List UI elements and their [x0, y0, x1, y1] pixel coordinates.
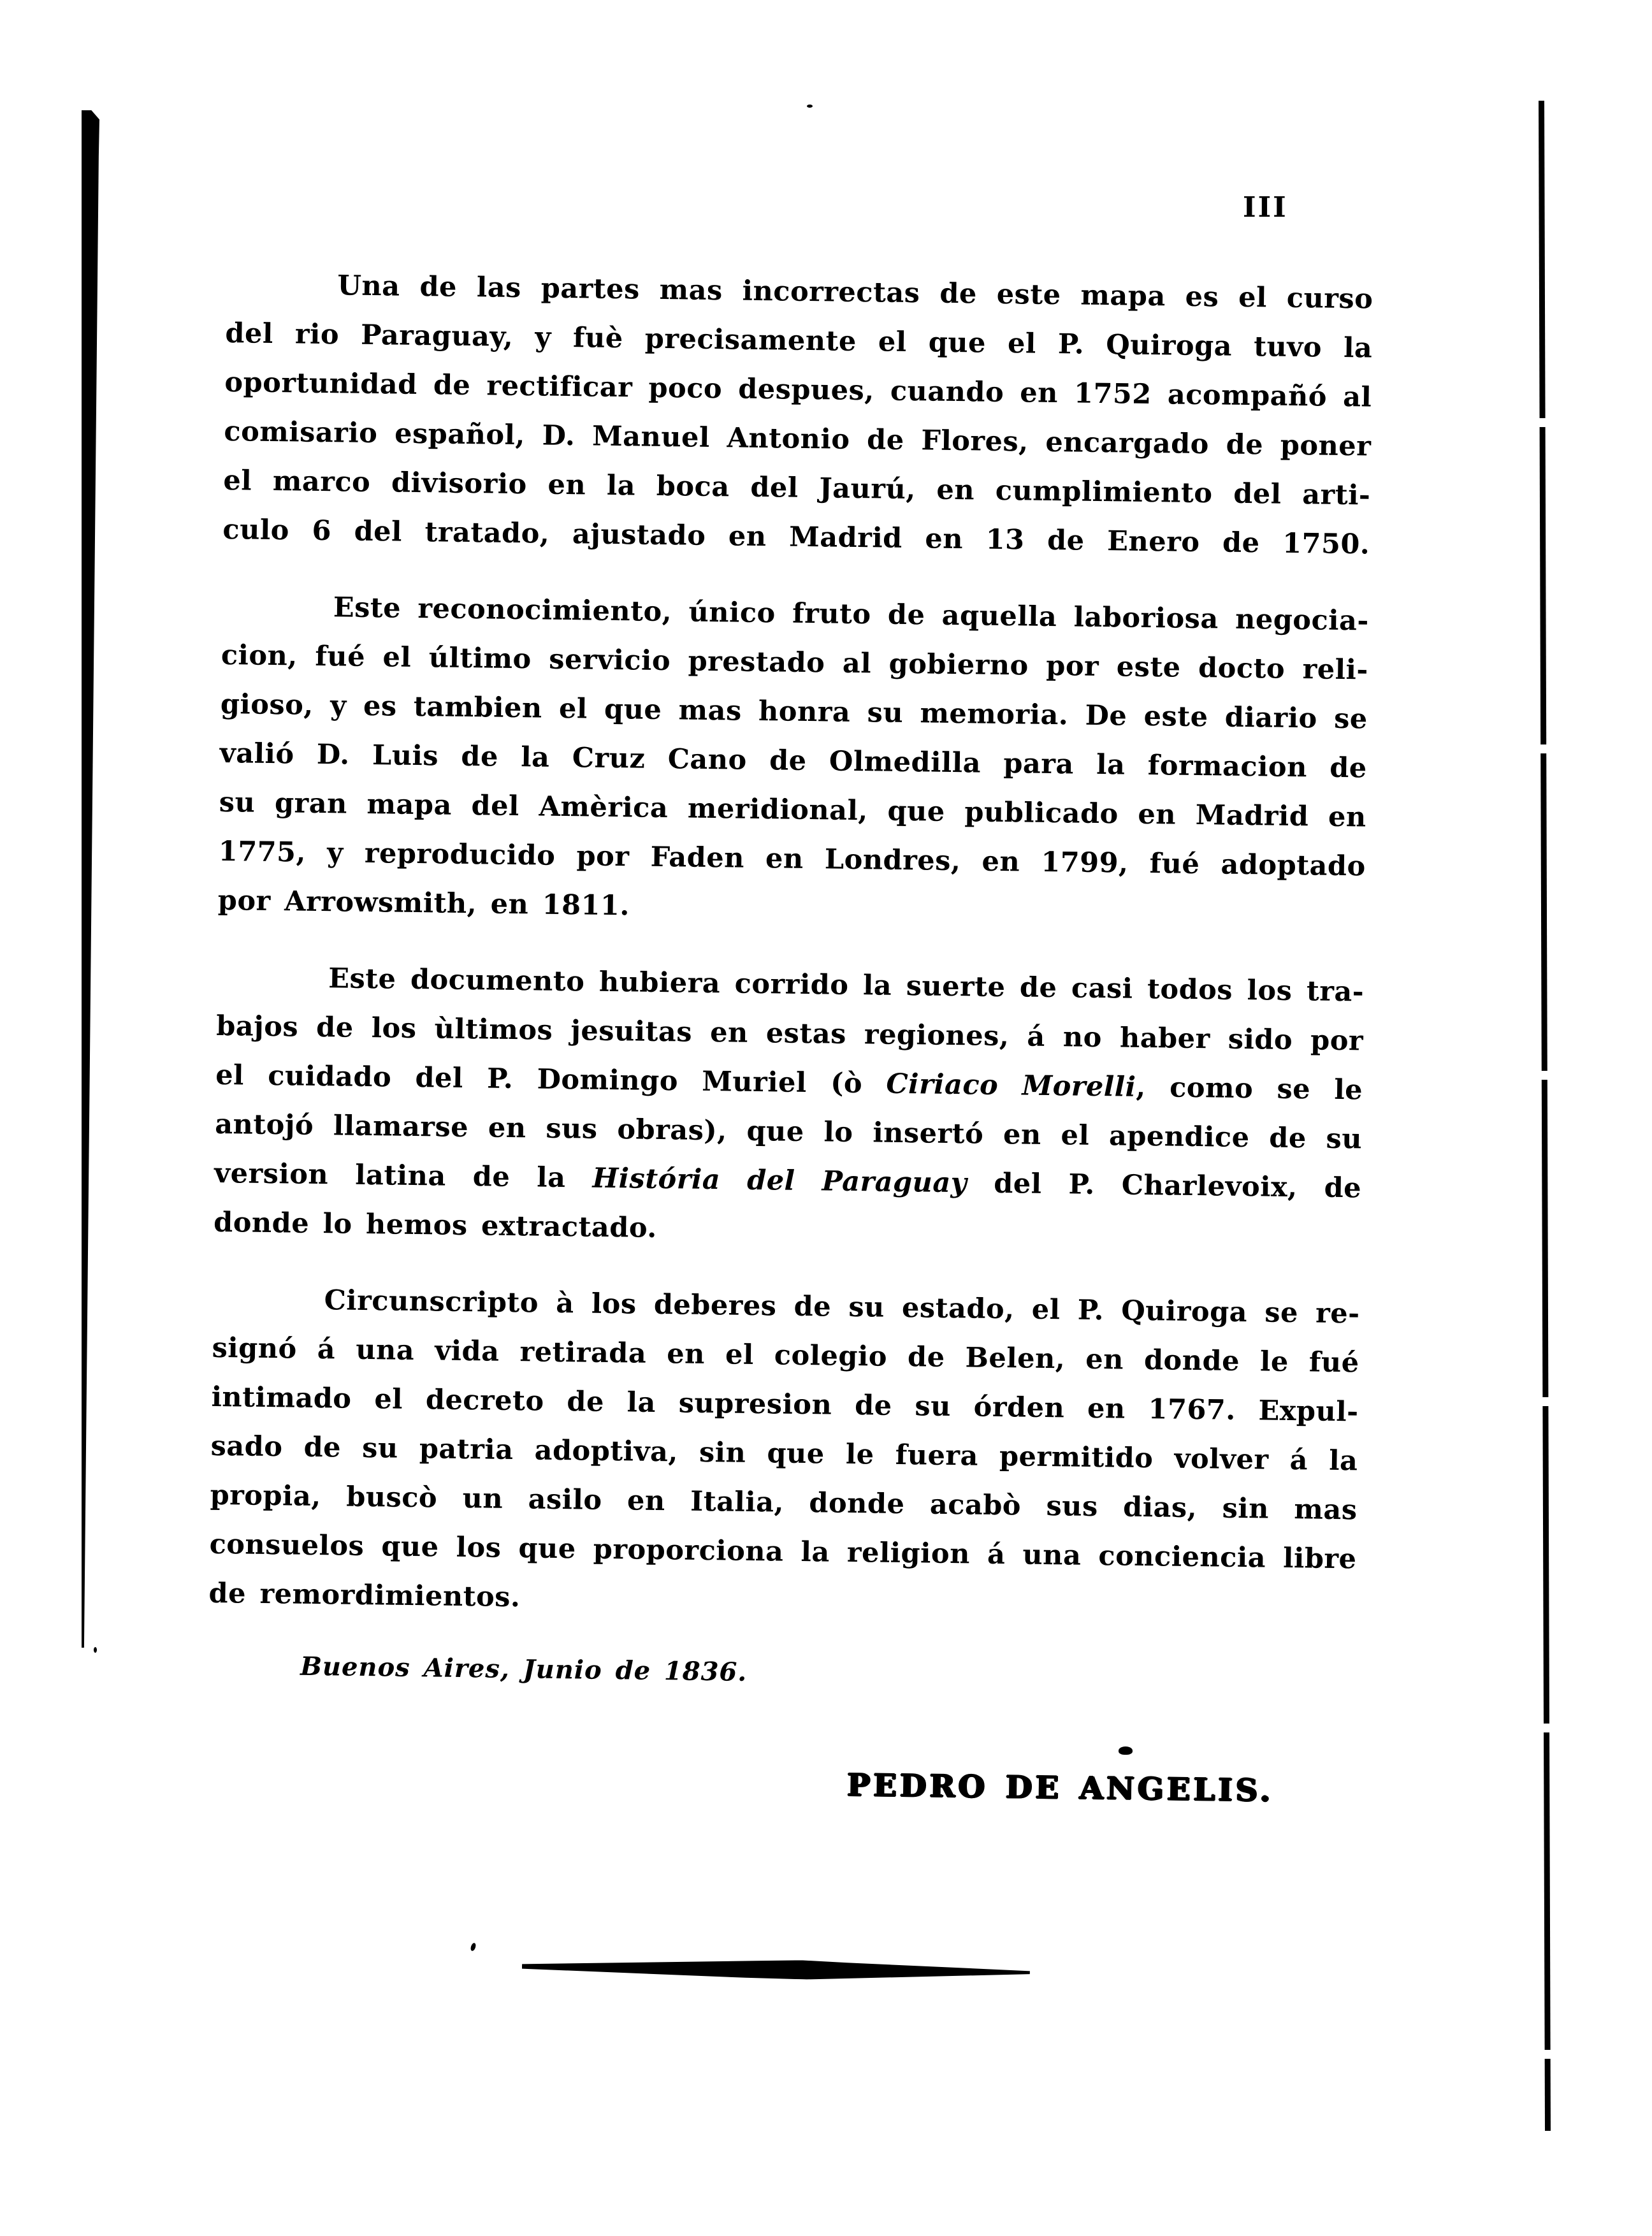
text-line: oportunidad de rectificar poco despues, cuando en 1752 acompañó al: [224, 366, 1372, 414]
text-line: del rio Paraguay, y fuè precisamente el que el P. Quiroga tuvo la: [225, 317, 1373, 365]
text-line: culo 6 del tratado, ajustado en Madrid en 13 de Enero de 1750.: [222, 513, 1370, 561]
text-line: propia, buscò un asilo en Italia, donde acabò sus dias, sin mas: [210, 1479, 1358, 1527]
text-line: gioso, y es tambien el que mas honra su memoria. De este diario se: [220, 688, 1368, 736]
text-line: Una de las partes mas incorrectas de este mapa es el curso: [337, 270, 1373, 316]
text-line: bajos de los ùltimos jesuitas en estas regiones, á no haber sido por: [215, 1010, 1364, 1057]
italic-text: Ciriaco Morelli: [886, 1068, 1136, 1103]
text-line: Este reconocimiento, único fruto de aquella laboriosa negocia-: [333, 592, 1370, 637]
paragraph: [217, 582, 1369, 941]
italic-text: História del Paraguay: [592, 1162, 967, 1200]
text-line: comisario español, D. Manuel Antonio de Flores, encargado de poner: [224, 415, 1372, 463]
text-line: de remordimientos.: [208, 1577, 521, 1614]
text-line: el marco divisorio en la boca del Jaurú, en cumplimiento del arti-: [223, 464, 1371, 512]
footer-swelled-rule: [522, 1957, 1030, 1982]
signature: PEDRO DE ANGELIS.: [846, 1767, 1274, 1809]
text-line: consuelos que los que proporciona la religion á una conciencia libre: [209, 1528, 1357, 1576]
paragraphs-container: [208, 260, 1373, 1633]
text-segment: , como se le: [1136, 1071, 1363, 1107]
text-segment: version latina de la: [214, 1157, 593, 1194]
text-line: Circunscripto à los deberes de su estado, el P. Quiroga se re-: [324, 1284, 1360, 1330]
text-line: sado de su patria adoptiva, sin que le fuera permitido volver á la: [210, 1430, 1358, 1477]
text-line: Este documento hubiera corrido la suerte de casi todos los tra-: [328, 962, 1365, 1008]
text-line: intimado el decreto de la supresion de su órden en 1767. Expul-: [211, 1381, 1359, 1428]
text-line: signó á una vida retirada en el colegio de Belen, en donde le fué: [212, 1332, 1359, 1379]
text-line: su gran mapa del Amèrica meridional, que publicado en Madrid en: [219, 786, 1367, 834]
text-segment: el cuidado del P. Domingo Muriel (ò: [215, 1059, 887, 1100]
paragraph: [214, 953, 1365, 1263]
text-line: antojó llamarse en sus obras), que lo insertó en el apendice de su: [214, 1108, 1363, 1156]
ink-speck: [470, 1942, 477, 1952]
paragraph: [208, 1275, 1360, 1634]
text-line: valió D. Luis de la Cruz Cano de Olmedilla para la formacion de: [219, 737, 1368, 785]
dateline: Buenos Aires, Junio de 1836.: [300, 1651, 748, 1687]
text-line: donde lo hemos extractado.: [213, 1206, 658, 1244]
text-line: 1775, y reproducido por Faden en Londres, en 1799, fué adoptado: [218, 835, 1366, 883]
ink-speck: [94, 1647, 97, 1653]
page-number: III: [1243, 191, 1288, 224]
paragraph: [222, 260, 1373, 570]
scan-gutter-bar: [82, 110, 99, 1648]
text-line: por Arrowsmith, en 1811.: [217, 884, 630, 922]
scan-edge-line: [1539, 101, 1551, 2131]
ink-speck: [807, 105, 813, 108]
body-text: [207, 260, 1373, 1808]
text-segment: del P. Charlevoix, de: [966, 1167, 1362, 1205]
text-line: cion, fué el último servicio prestado al gobierno por este docto reli-: [221, 639, 1369, 686]
